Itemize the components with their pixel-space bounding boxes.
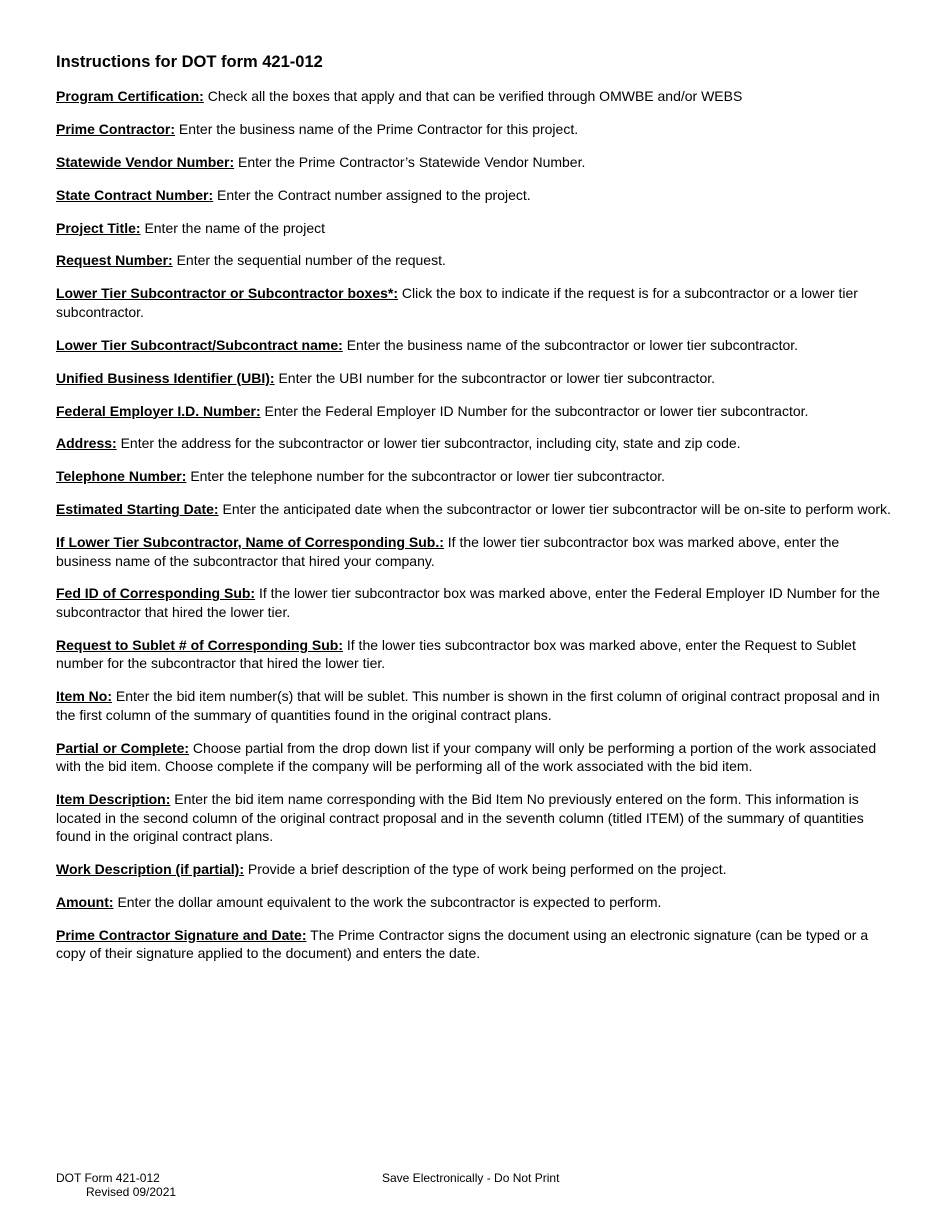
entry-text: Enter the anticipated date when the subcontractor or lower tier subcontractor will be on-site to perform work. xyxy=(222,501,891,518)
entry-partial-or-complete xyxy=(56,739,894,776)
entry-text: Provide a brief description of the type of work being performed on the project. xyxy=(247,860,727,877)
entry-term: Telephone Number: xyxy=(56,468,187,485)
entry-text: Enter the sequential number of the request. xyxy=(176,252,446,269)
entry-term: Amount: xyxy=(56,893,114,910)
entry-text: Enter the Federal Employer ID Number for the subcontractor or lower tier subcontractor. xyxy=(264,402,809,419)
entry-text: Enter the bid item name corresponding with the Bid Item No previously entered on the form. This information is located in the second column of the original contract proposal and in the seventh column (titled ITEM) of the summary of quantities found in the original contract plans. xyxy=(56,791,864,845)
entry-term: Address: xyxy=(56,435,117,452)
entry-text: Enter the Contract number assigned to the project. xyxy=(217,186,531,203)
footer-revised-date: Revised 09/2021 xyxy=(86,1185,177,1199)
entry-term: Lower Tier Subcontract/Subcontract name: xyxy=(56,336,343,353)
entry-text: The Prime Contractor signs the document using an electronic signature (can be typed or a copy of their signature applied to the document) and enters the date. xyxy=(56,926,869,962)
entry-term: Item No: xyxy=(56,688,112,705)
entry-term: State Contract Number: xyxy=(56,186,214,203)
entry-project-title xyxy=(56,219,894,238)
entry-subcontractor-boxes xyxy=(56,284,894,321)
footer-form-info xyxy=(56,1171,176,1199)
entry-corresponding-sub-name xyxy=(56,533,894,570)
entry-statewide-vendor-number xyxy=(56,153,894,172)
entry-ubi xyxy=(56,369,894,388)
entry-text: If the lower ties subcontractor box was marked above, enter the Request to Sublet number for the subcontractor that hired the lower tier. xyxy=(56,636,856,672)
entry-text: Enter the Prime Contractor’s Statewide Vendor Number. xyxy=(238,153,586,170)
entry-term: Program Certification: xyxy=(56,88,204,104)
entry-text: Enter the dollar amount equivalent to the work the subcontractor is expected to perform. xyxy=(117,893,662,910)
entry-text: Enter the name of the project xyxy=(144,219,325,236)
entry-text: Choose partial from the drop down list if your company will only be performing a portion of the work associated with the bid item. Choose complete if the company will be performing all of the work associated with the bid item. xyxy=(56,739,877,775)
entry-program-certification xyxy=(56,87,894,106)
entry-term: Federal Employer I.D. Number: xyxy=(56,402,261,419)
entry-term: Fed ID of Corresponding Sub: xyxy=(56,585,256,602)
entry-term: Project Title: xyxy=(56,219,141,236)
footer-form-number: DOT Form 421-012 xyxy=(56,1171,160,1185)
entry-address xyxy=(56,434,894,453)
entry-text: Check all the boxes that apply and that can be verified through OMWBE and/or WEBS xyxy=(207,88,743,104)
entry-work-description xyxy=(56,860,894,879)
footer-notice: Save Electronically - Do Not Print xyxy=(382,1171,560,1185)
entry-request-number xyxy=(56,251,894,270)
entry-term: If Lower Tier Subcontractor, Name of Corresponding Sub.: xyxy=(56,534,444,551)
entry-estimated-starting-date xyxy=(56,500,894,519)
entry-text: Enter the bid item number(s) that will be sublet. This number is shown in the first column of original contract proposal and in the first column of the summary of quantities found in the original contract plans. xyxy=(56,688,880,723)
entry-term: Prime Contractor: xyxy=(56,120,176,137)
entry-term: Estimated Starting Date: xyxy=(56,501,219,518)
instructions-page xyxy=(56,52,894,977)
entry-telephone-number xyxy=(56,467,894,486)
entry-text: Enter the business name of the subcontractor or lower tier subcontractor. xyxy=(346,336,799,353)
entry-term: Request Number: xyxy=(56,252,173,269)
entry-text: Enter the telephone number for the subcontractor or lower tier subcontractor. xyxy=(190,468,666,485)
entry-term: Lower Tier Subcontractor or Subcontractor boxes*: xyxy=(56,285,399,302)
entry-prime-contractor xyxy=(56,120,894,139)
entry-corresponding-sub-fed-id xyxy=(56,584,894,621)
entry-text: If the lower tier subcontractor box was marked above, enter the Federal Employer ID Number for the subcontractor that hired the lower tier. xyxy=(56,585,880,620)
entry-text: Enter the UBI number for the subcontractor or lower tier subcontractor. xyxy=(278,369,716,386)
entry-subcontract-name xyxy=(56,336,894,355)
entry-term: Prime Contractor Signature and Date: xyxy=(56,926,307,943)
entry-federal-employer-id xyxy=(56,402,894,421)
entry-amount xyxy=(56,893,894,912)
entry-term: Unified Business Identifier (UBI): xyxy=(56,369,275,386)
entry-text: Click the box to indicate if the request is for a subcontractor or a lower tier subcontractor. xyxy=(56,285,858,320)
entry-prime-contractor-signature xyxy=(56,926,894,963)
entry-corresponding-sub-sublet-number xyxy=(56,636,894,673)
entry-term: Request to Sublet # of Corresponding Sub: xyxy=(56,636,343,653)
entry-item-description xyxy=(56,790,894,846)
entry-state-contract-number xyxy=(56,186,894,205)
entry-term: Item Description: xyxy=(56,791,171,808)
entry-text: Enter the business name of the Prime Contractor for this project. xyxy=(178,120,579,137)
entry-term: Partial or Complete: xyxy=(56,739,190,756)
entry-text: If the lower tier subcontractor box was marked above, enter the business name of the subcontractor that hired your company. xyxy=(56,534,840,569)
entry-text: Enter the address for the subcontractor or lower tier subcontractor, including city, state and zip code. xyxy=(120,435,741,452)
entry-term: Statewide Vendor Number: xyxy=(56,153,235,170)
entry-item-no xyxy=(56,687,894,724)
page-title: Instructions for DOT form 421-012 xyxy=(56,53,323,71)
entry-term: Work Description (if partial): xyxy=(56,860,244,877)
